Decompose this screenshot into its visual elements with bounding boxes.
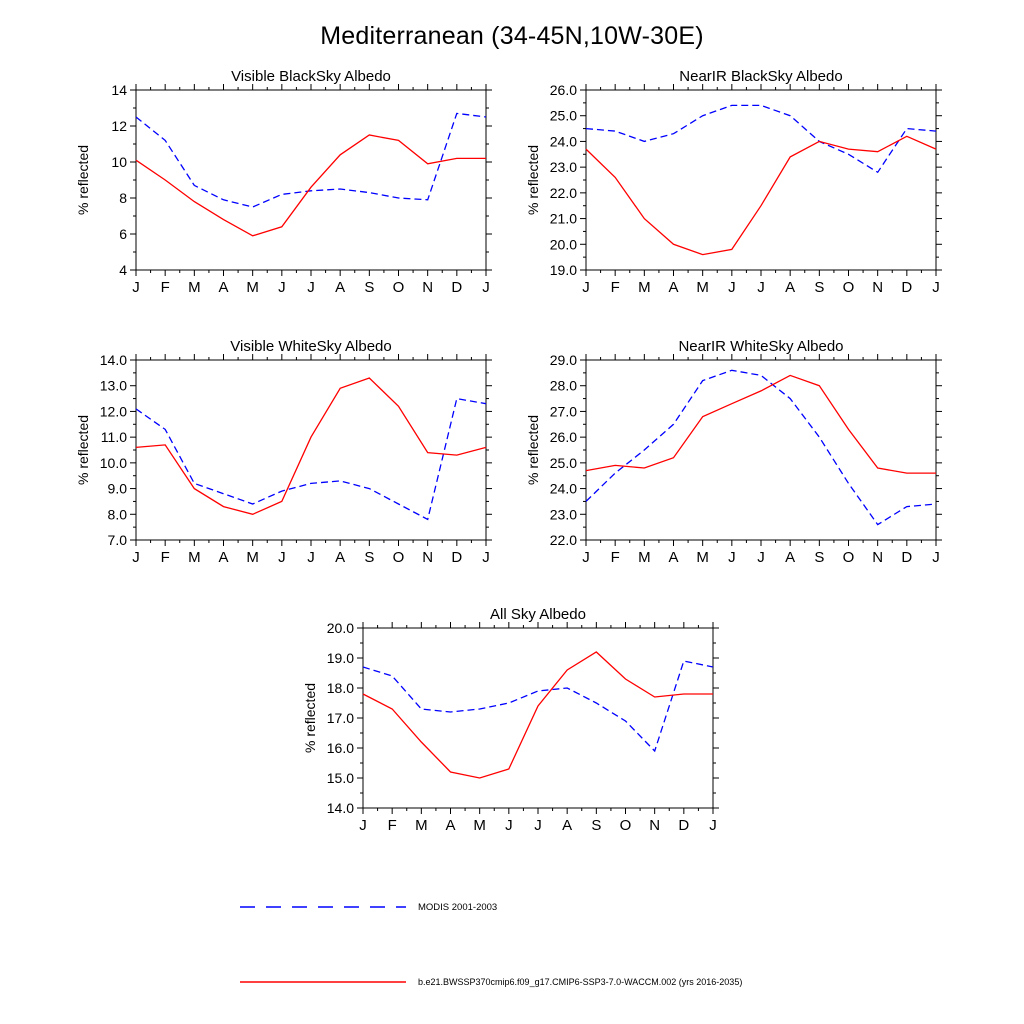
svg-text:N: N <box>422 279 434 296</box>
svg-text:A: A <box>335 279 346 296</box>
chart-all-sky-albedo <box>293 598 733 858</box>
svg-text:M: M <box>638 279 651 296</box>
svg-text:13.0: 13.0 <box>99 377 127 394</box>
svg-text:29.0: 29.0 <box>549 352 577 368</box>
svg-text:% reflected: % reflected <box>525 144 541 216</box>
svg-text:A: A <box>335 549 346 566</box>
svg-text:M: M <box>246 549 259 566</box>
legend-item-modis <box>238 901 497 913</box>
svg-text:8.0: 8.0 <box>107 506 127 523</box>
svg-text:16.0: 16.0 <box>326 740 354 756</box>
svg-text:M: M <box>415 817 428 834</box>
svg-text:J: J <box>132 549 140 566</box>
svg-text:28.0: 28.0 <box>549 377 577 394</box>
chart-visible-whitesky-albedo <box>66 330 506 590</box>
svg-text:8: 8 <box>119 190 127 206</box>
legend-label-model: b.e21.BWSSP370cmip6.f09_g17.CMIP6-SSP3-7.0-WACCM.002 (yrs 2016-2035) <box>418 977 743 987</box>
chart-nearir-blacksky-albedo <box>516 60 956 320</box>
svg-text:M: M <box>696 549 709 566</box>
svg-text:% reflected: % reflected <box>525 414 541 486</box>
svg-text:D: D <box>451 279 463 296</box>
svg-text:12: 12 <box>111 118 127 134</box>
svg-text:24.0: 24.0 <box>549 133 577 150</box>
legend-label-modis: MODIS 2001-2003 <box>418 901 498 913</box>
svg-text:14: 14 <box>111 82 127 98</box>
svg-text:J: J <box>505 817 513 834</box>
svg-text:N: N <box>422 549 434 566</box>
svg-text:21.0: 21.0 <box>549 210 577 227</box>
svg-text:J: J <box>728 279 736 296</box>
legend-item-model <box>238 976 742 988</box>
svg-text:Visible WhiteSky Albedo: Visible WhiteSky Albedo <box>230 338 392 355</box>
line-chart-svg <box>293 598 733 853</box>
svg-text:A: A <box>785 279 796 296</box>
svg-text:18.0: 18.0 <box>326 680 354 696</box>
svg-text:15.0: 15.0 <box>326 770 354 786</box>
svg-text:23.0: 23.0 <box>549 159 577 176</box>
svg-text:M: M <box>473 817 486 834</box>
chart-nearir-whitesky-albedo <box>516 330 956 590</box>
svg-text:12.0: 12.0 <box>99 403 127 420</box>
svg-text:4: 4 <box>119 262 127 278</box>
svg-text:J: J <box>278 279 286 296</box>
svg-text:J: J <box>582 549 590 566</box>
svg-text:J: J <box>534 817 542 834</box>
svg-text:10: 10 <box>111 154 127 170</box>
svg-text:% reflected: % reflected <box>302 682 318 754</box>
line-chart-svg <box>66 60 506 315</box>
svg-text:J: J <box>709 817 717 834</box>
svg-text:27.0: 27.0 <box>549 403 577 420</box>
svg-text:19.0: 19.0 <box>326 650 354 666</box>
line-chart-svg <box>516 60 956 315</box>
svg-text:9.0: 9.0 <box>107 480 127 497</box>
svg-text:J: J <box>582 279 590 296</box>
svg-text:F: F <box>387 817 397 834</box>
svg-text:J: J <box>728 549 736 566</box>
svg-text:A: A <box>218 549 229 566</box>
svg-text:22.0: 22.0 <box>549 184 577 201</box>
svg-text:F: F <box>160 549 170 566</box>
svg-text:% reflected: % reflected <box>75 144 91 216</box>
svg-text:14.0: 14.0 <box>99 352 127 368</box>
svg-text:% reflected: % reflected <box>75 414 91 486</box>
svg-text:D: D <box>901 549 913 566</box>
svg-text:25.0: 25.0 <box>549 454 577 471</box>
svg-text:M: M <box>696 279 709 296</box>
svg-text:O: O <box>392 279 405 296</box>
svg-text:N: N <box>872 549 884 566</box>
svg-text:NearIR BlackSky Albedo: NearIR BlackSky Albedo <box>679 68 843 85</box>
svg-text:S: S <box>814 549 825 566</box>
line-chart-svg <box>516 330 956 585</box>
svg-text:J: J <box>757 549 765 566</box>
chart-visible-blacksky-albedo <box>66 60 506 320</box>
svg-text:S: S <box>364 279 375 296</box>
svg-text:J: J <box>307 549 315 566</box>
svg-text:26.0: 26.0 <box>549 429 577 446</box>
svg-text:M: M <box>188 279 201 296</box>
svg-text:N: N <box>649 817 661 834</box>
svg-text:6: 6 <box>119 226 127 242</box>
svg-text:O: O <box>619 817 632 834</box>
svg-text:D: D <box>451 549 463 566</box>
svg-text:J: J <box>482 279 490 296</box>
svg-text:A: A <box>218 279 229 296</box>
svg-text:D: D <box>901 279 913 296</box>
svg-text:F: F <box>610 279 620 296</box>
svg-text:NearIR WhiteSky Albedo: NearIR WhiteSky Albedo <box>678 338 844 355</box>
svg-text:J: J <box>359 817 367 834</box>
svg-text:Visible BlackSky Albedo: Visible BlackSky Albedo <box>231 68 391 85</box>
svg-text:O: O <box>392 549 405 566</box>
svg-text:J: J <box>932 549 940 566</box>
svg-text:19.0: 19.0 <box>549 262 577 278</box>
svg-text:7.0: 7.0 <box>107 532 127 548</box>
svg-text:F: F <box>610 549 620 566</box>
svg-text:All Sky Albedo: All Sky Albedo <box>490 606 586 623</box>
svg-text:20.0: 20.0 <box>326 620 354 636</box>
svg-text:J: J <box>482 549 490 566</box>
svg-text:J: J <box>932 279 940 296</box>
svg-text:24.0: 24.0 <box>549 480 577 497</box>
svg-text:A: A <box>668 279 679 296</box>
svg-text:11.0: 11.0 <box>100 429 127 446</box>
svg-text:14.0: 14.0 <box>326 800 354 816</box>
svg-text:23.0: 23.0 <box>549 506 577 523</box>
svg-text:A: A <box>445 817 456 834</box>
legend-line-modis-icon <box>238 901 408 913</box>
svg-text:10.0: 10.0 <box>99 454 127 471</box>
svg-text:S: S <box>591 817 602 834</box>
svg-text:M: M <box>246 279 259 296</box>
svg-text:20.0: 20.0 <box>549 236 577 253</box>
svg-text:A: A <box>785 549 796 566</box>
svg-text:J: J <box>278 549 286 566</box>
svg-text:J: J <box>132 279 140 296</box>
svg-text:M: M <box>188 549 201 566</box>
svg-text:F: F <box>160 279 170 296</box>
figure-title: Mediterranean (34-45N,10W-30E) <box>320 22 704 50</box>
svg-text:A: A <box>668 549 679 566</box>
line-chart-svg <box>66 330 506 585</box>
svg-text:25.0: 25.0 <box>549 107 577 124</box>
svg-text:D: D <box>678 817 690 834</box>
svg-text:O: O <box>842 549 855 566</box>
svg-text:22.0: 22.0 <box>549 532 577 548</box>
svg-text:O: O <box>842 279 855 296</box>
svg-text:J: J <box>307 279 315 296</box>
svg-text:A: A <box>562 817 573 834</box>
svg-text:17.0: 17.0 <box>326 710 354 726</box>
svg-text:26.0: 26.0 <box>549 82 577 98</box>
svg-text:N: N <box>872 279 884 296</box>
svg-text:J: J <box>757 279 765 296</box>
legend-line-model-icon <box>238 976 408 988</box>
svg-text:S: S <box>814 279 825 296</box>
svg-text:M: M <box>638 549 651 566</box>
svg-text:S: S <box>364 549 375 566</box>
